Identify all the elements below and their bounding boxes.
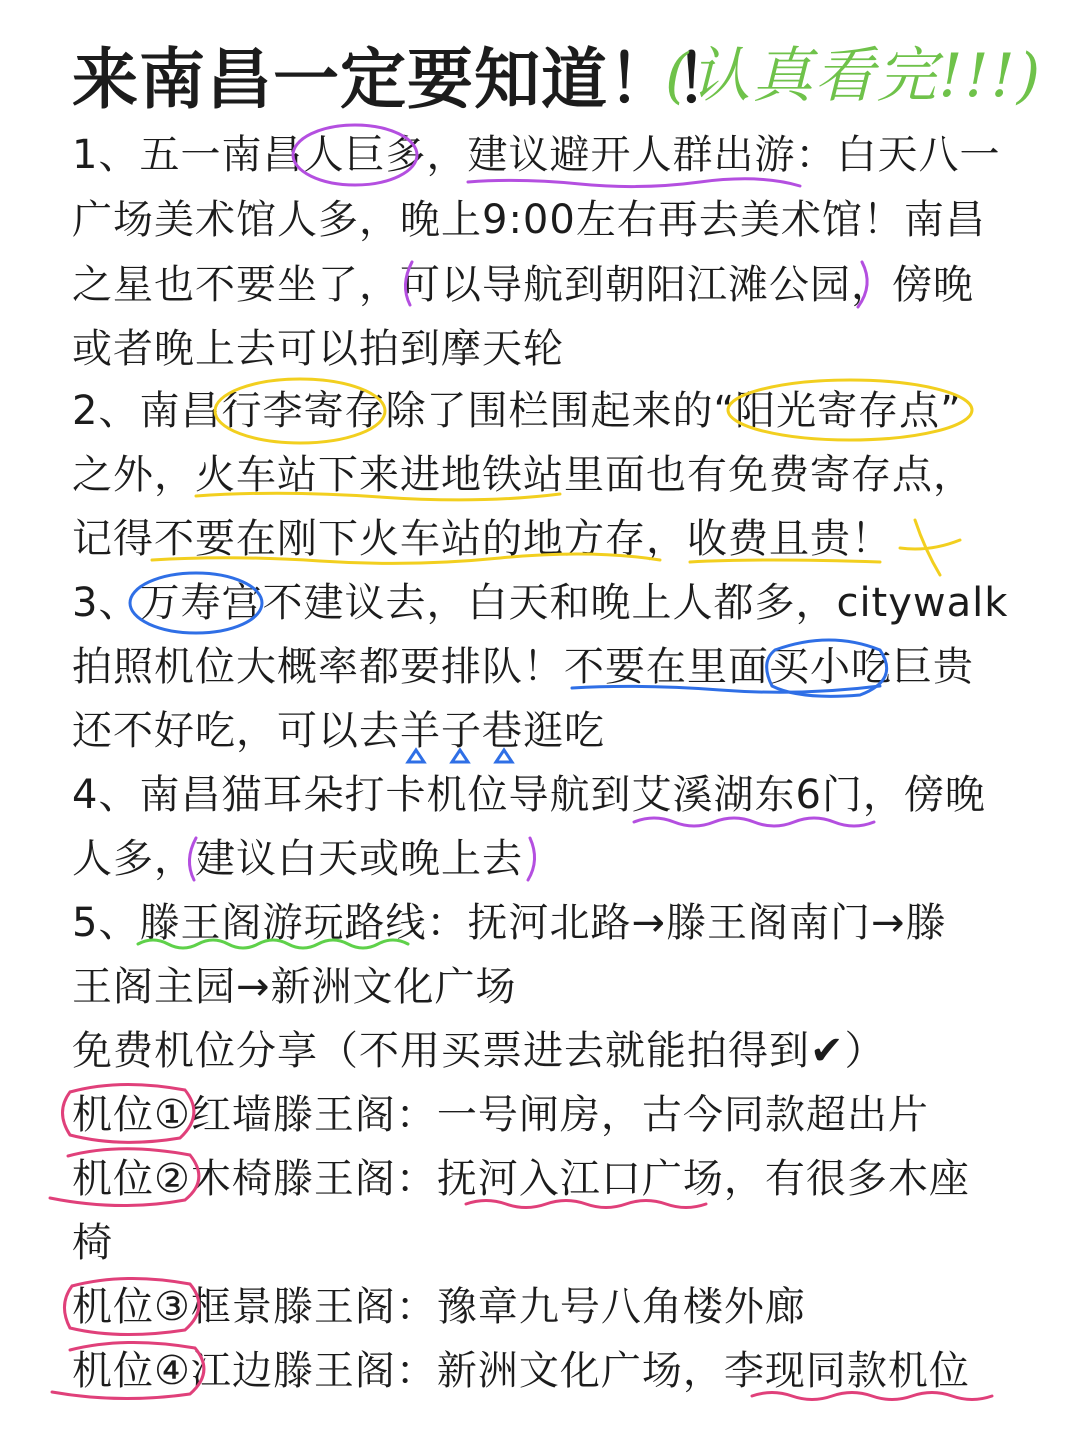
text-line: 之星也不要坐了，可以导航到朝阳江滩公园，傍晚: [72, 262, 974, 308]
yellow-cross-mark: [900, 520, 960, 575]
text-line: 椅: [72, 1220, 113, 1266]
purple-bracket-mark: [528, 838, 535, 880]
text-line: 机位②木椅滕王阁：抚河入江口广场，有很多木座: [72, 1156, 970, 1202]
text-line: 2、南昌行李寄存除了围栏围起来的“阳光寄存点”: [72, 388, 962, 434]
text-line: 或者晚上去可以拍到摩天轮: [72, 326, 564, 372]
text-line: 机位④江边滕王阁：新洲文化广场，李现同款机位: [72, 1348, 970, 1394]
text-line: 还不好吃，可以去羊子巷逛吃: [72, 708, 605, 754]
text-line: 广场美术馆人多，晚上9:00左右再去美术馆！南昌: [72, 197, 986, 243]
text-line: 人多，建议白天或晚上去: [72, 836, 523, 882]
text-line: 机位③框景滕王阁：豫章九号八角楼外廊: [72, 1284, 806, 1330]
text-line: 记得不要在刚下火车站的地方存，收费且贵！: [72, 516, 892, 562]
text-line: 5、滕王阁游玩路线：抚河北路→滕王阁南门→滕: [72, 900, 947, 946]
handwritten-note: (认真看完!!!): [665, 41, 1043, 111]
text-line: 拍照机位大概率都要排队！不要在里面买小吃巨贵: [72, 644, 974, 690]
text-line: 王阁主园→新洲文化广场: [72, 964, 517, 1010]
text-line: 1、五一南昌人巨多，建议避开人群出游：白天八一: [72, 132, 1001, 178]
text-line: 免费机位分享（不用买票进去就能拍得到✔）: [72, 1028, 886, 1074]
page-title: 来南昌一定要知道！！: [72, 41, 742, 118]
text-line: 4、南昌猫耳朵打卡机位导航到艾溪湖东6门，傍晚: [72, 772, 986, 818]
text-line: 机位①红墙滕王阁：一号闸房，古今同款超出片: [72, 1092, 929, 1138]
text-line: 3、万寿宫不建议去，白天和晚上人都多，citywalk: [72, 580, 1009, 626]
text-line: 之外，火车站下来进地铁站里面也有免费寄存点，: [72, 452, 974, 498]
